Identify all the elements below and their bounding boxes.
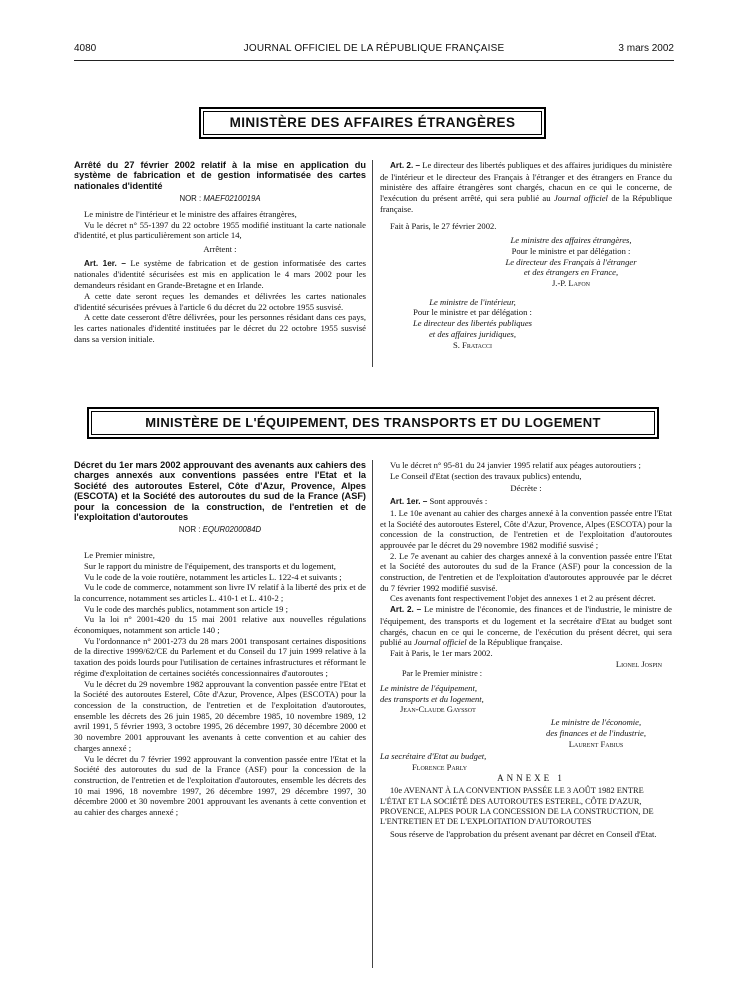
- paragraph: 2. Le 7e avenant au cahier des charges annexé à la convention passée entre l'Etat et la Société des autoroutes du sud de la France (ASF) pour la concession de la construction, de l'entretien et de l'exploitation d'autoroutes approuvée par le décret du 7 février 1992 modifié susvisé.: [380, 550, 672, 593]
- signature-line: Pour le ministre et par délégation :: [511, 245, 631, 256]
- article-text-end: de la République française.: [380, 193, 673, 214]
- nor-code: MAEF0210019A: [203, 194, 261, 204]
- signature-line: La secrétaire d'Etat au budget,: [380, 751, 487, 762]
- article-text: Le ministre de l'économie, des finances et de l'industrie, le ministre de l'équipement, des transports et du logement et la secrétaire d'Etat au budget sont chargés, chacun en ce qui le concerne, de l'exécution du présent décret, qui sera publié au: [380, 604, 672, 648]
- fait-a-paris: Fait à Paris, le 1er mars 2002.: [390, 647, 493, 658]
- signature-line: Le ministre des affaires étrangères,: [510, 235, 632, 246]
- signature-line: et des affaires juridiques,: [428, 328, 517, 339]
- paragraph: Sur le rapport du ministre de l'équipement, des transports et du logement,: [84, 560, 336, 571]
- paragraph: Vu l'ordonnance n° 2001-273 du 28 mars 2001 transposant certaines dispositions de la directive 1999/62/CE du Parlement et du Conseil du 17 juin 1999 relative à la taxation des poids lourds pour l'utilisation de certaines infrastructures et réformant le régime d'exploitation de certaines sociétés concessionnaires d'autoroutes ;: [74, 635, 366, 678]
- header-rule: [74, 60, 674, 61]
- signatory-name: Jean-Claude Gayssot: [400, 704, 476, 715]
- article-text: Le système de fabrication et de gestion informatisée des cartes nationales d'identité sécurisées est mis en application le 4 mars 2002 pour les demandeurs résidant en Grande-Bretagne et en Irlande.: [74, 257, 366, 291]
- paragraph: 1. Le 10e avenant au cahier des charges annexé à la convention passée entre l'Etat et la Société des autoroutes Esterel, Côte d'Azur, Provence, Alpes (ESCOTA) pour la concession de la construction, de l'entretien et de l'exploitation d'autoroutes approuvée par le décret du 29 novembre 1982 modifié susvisé ;: [380, 507, 672, 550]
- paragraph: Vu le décret n° 95-81 du 24 janvier 1995 relatif aux péages autoroutiers ;: [390, 460, 641, 470]
- article-2: [380, 604, 672, 648]
- decrete-label: Décrète :: [510, 483, 542, 494]
- paragraph: Vu le code de commerce, notamment son livre IV relatif à la liberté des prix et de la concurrence, notamment ses articles L. 410-1 et L. 410-2 ;: [74, 582, 366, 603]
- signature-block-interior: [380, 297, 565, 351]
- signature-block-foreign: [380, 235, 672, 289]
- article-2: [380, 160, 672, 215]
- page-header: [74, 43, 674, 57]
- article-label: Art. 2. –: [390, 605, 422, 615]
- annexe-heading: ANNEXE 1: [497, 772, 565, 783]
- signature-line: Le ministre de l'intérieur,: [429, 296, 516, 307]
- article-1: [74, 258, 366, 291]
- journal-officiel-ref: Journal officiel: [553, 193, 608, 204]
- ministry-heading-equipment: MINISTÈRE DE L'ÉQUIPEMENT, DES TRANSPORTS ET DU LOGEMENT: [91, 411, 655, 435]
- paragraph: Sous réserve de l'approbation du présent avenant par décret en Conseil d'Etat.: [390, 829, 657, 840]
- signature-line: Le ministre de l'économie,: [550, 717, 642, 728]
- article-1: [380, 496, 672, 508]
- ministry-heading-foreign-affairs: MINISTÈRE DES AFFAIRES ÉTRANGÈRES: [203, 111, 542, 135]
- article-label: Art. 1er. –: [390, 497, 428, 507]
- arrete-title: Arrêté du 27 février 2002 relatif à la mise en application du système de fabrication et de gestion informatisée des cartes nationales d'identité: [74, 160, 366, 191]
- paragraph: Vu le code de la voie routière, notamment les articles L. 122-4 et suivants ;: [84, 571, 342, 582]
- signature-line: Le directeur des libertés publiques: [412, 318, 533, 329]
- decret-title: Décret du 1er mars 2002 approuvant des avenants aux cahiers des charges annexés aux conventions passées entre l'Etat et la Société des autoroutes Esterel, Côte d'Azur, Provence, Alpes (ESCOTA) et la Société des autoroutes du sud de la France (ASF) pour la concession de la construction, de l'entretien et de l'exploitation d'autoroutes: [74, 460, 366, 523]
- paragraph: Ces avenants font respectivement l'objet des annexes 1 et 2 au présent décret.: [390, 593, 656, 604]
- signature-line: Le directeur des Français à l'étranger: [505, 256, 637, 267]
- signature-line: des finances et de l'industrie,: [546, 727, 646, 738]
- issue-date: 3 mars 2002: [618, 43, 674, 54]
- signatory-name: S. Fratacci: [452, 339, 493, 350]
- signatory-name: J.-P. Lafon: [551, 278, 591, 289]
- prime-minister-name: Lionel Jospin: [615, 658, 662, 669]
- signature-block-economy: [380, 717, 672, 749]
- journal-officiel-ref: Journal officiel: [413, 637, 467, 648]
- nor-label: NOR :: [178, 525, 201, 535]
- article-text: Le directeur des libertés publiques et des affaires juridiques du ministère de l'intérieur et le directeur des Français à l'étranger et des étrangers en France du ministère des affaire étrangères sont chargés, chacun en ce qui le concerne, de l'exécution du présent arrêté, qui sera publié au: [380, 160, 672, 204]
- nor-reference: [74, 194, 366, 205]
- nor-reference: [74, 525, 366, 536]
- paragraph: Vu le décret du 29 novembre 1982 approuvant la convention passée entre l'Etat et la Société des autoroutes Esterel, Côte d'Azur, Provence, Alpes (ESCOTA) pour la concession de la construction, de l'entretien et de l'exploitation d'autoroutes, ensemble les décrets des 26 juin 1985, 20 décembre 1985, 10 novembre 1989, 12 avril 1991, 5 février 1993, 3 octobre 1995, 26 décembre 1997, 30 décembre 2000 et 30 novembre 2001 approuvant les avenants à cette convention et au cahier des charges annexé ;: [74, 678, 366, 753]
- paragraph: Vu la loi n° 2001-420 du 15 mai 2001 relative aux nouvelles régulations économiques, notamment son article 140 ;: [74, 614, 366, 636]
- signature-block-equipment: [380, 683, 672, 715]
- section1-right-column: [380, 160, 672, 350]
- fait-a-paris: Fait à Paris, le 27 février 2002.: [390, 220, 497, 231]
- signature-block-budget: [380, 751, 672, 772]
- signature-line: et des étrangers en France,: [523, 267, 619, 278]
- paragraph: Le Conseil d'Etat (section des travaux publics) entendu,: [390, 470, 582, 481]
- article-label: Art. 2. –: [390, 161, 421, 170]
- signatory-name: Florence Parly: [412, 761, 468, 772]
- signatory-name: Laurent Fabius: [568, 738, 624, 749]
- journal-title: JOURNAL OFFICIEL DE LA RÉPUBLIQUE FRANÇAISE: [243, 43, 505, 54]
- paragraph: Le ministre de l'intérieur et le ministre des affaires étrangères,: [84, 208, 297, 219]
- section2-right-column: [380, 460, 672, 840]
- signature-line: des transports et du logement,: [380, 693, 484, 704]
- article-label: Art. 1er. –: [84, 258, 126, 268]
- nor-code: EQUR0200084D: [202, 525, 262, 535]
- page-number: 4080: [74, 43, 97, 54]
- section1-left-column: [74, 160, 366, 344]
- signature-line: Le ministre de l'équipement,: [380, 683, 477, 694]
- paragraph: Le Premier ministre,: [84, 550, 155, 561]
- paragraph: A cette date seront reçues les demandes et délivrées les cartes nationales d'identité sécurisées prévues à l'article 6 du décret du 22 octobre 1955 susvisé.: [74, 290, 366, 312]
- column-divider: [372, 460, 373, 968]
- arretent-label: Arrêtent :: [203, 244, 237, 255]
- column-divider: [372, 160, 373, 367]
- paragraph: Vu le code des marchés publics, notamment son article 19 ;: [84, 603, 289, 614]
- annexe-title: 10e AVENANT À LA CONVENTION PASSÉE LE 3 AOÛT 1982 ENTRE L'ÉTAT ET LA SOCIÉTÉ DES AUTOROUTES ESTEREL, CÔTE D'AZUR, PROVENCE, ALPES POUR LA CONCESSION DE LA CONSTRUCTION, DE L'ENTRETIEN ET DE L'EXPLOITATION D'AUTOROUTES: [380, 786, 654, 826]
- paragraph: Vu le décret du 7 février 1992 approuvant la convention passée entre l'Etat et la Société des autoroutes du sud de la France (ASF) pour la concession de la construction, de l'entretien et de l'exploitation d'autoroutes, ensemble les décrets des 10 mai 1996, 18 novembre 1997, 26 décembre 1997, 29 décembre 1997, 30 décembre 2000 et 30 novembre 2001 approuvant les avenants à cette convention et au cahier des charges annexé ;: [74, 753, 366, 818]
- article-text-end: de la République française.: [468, 637, 563, 648]
- article-text: Sont approuvés :: [429, 496, 488, 507]
- pm-line: Par le Premier ministre :: [402, 669, 483, 679]
- nor-label: NOR :: [179, 194, 202, 204]
- paragraph: A cette date cesseront d'être délivrées, pour les personnes résidant dans ces pays, les cartes nationales d'identité instituées par le décret du 22 octobre 1955 susvisé dans sa version initiale.: [74, 312, 366, 344]
- signature-line: Pour le ministre et par délégation :: [413, 307, 532, 318]
- paragraph: Vu le décret n° 55-1397 du 22 octobre 1955 modifié instituant la carte nationale d'identité, et plus particulièrement son article 14,: [74, 219, 366, 241]
- section2-left-column: [74, 460, 366, 818]
